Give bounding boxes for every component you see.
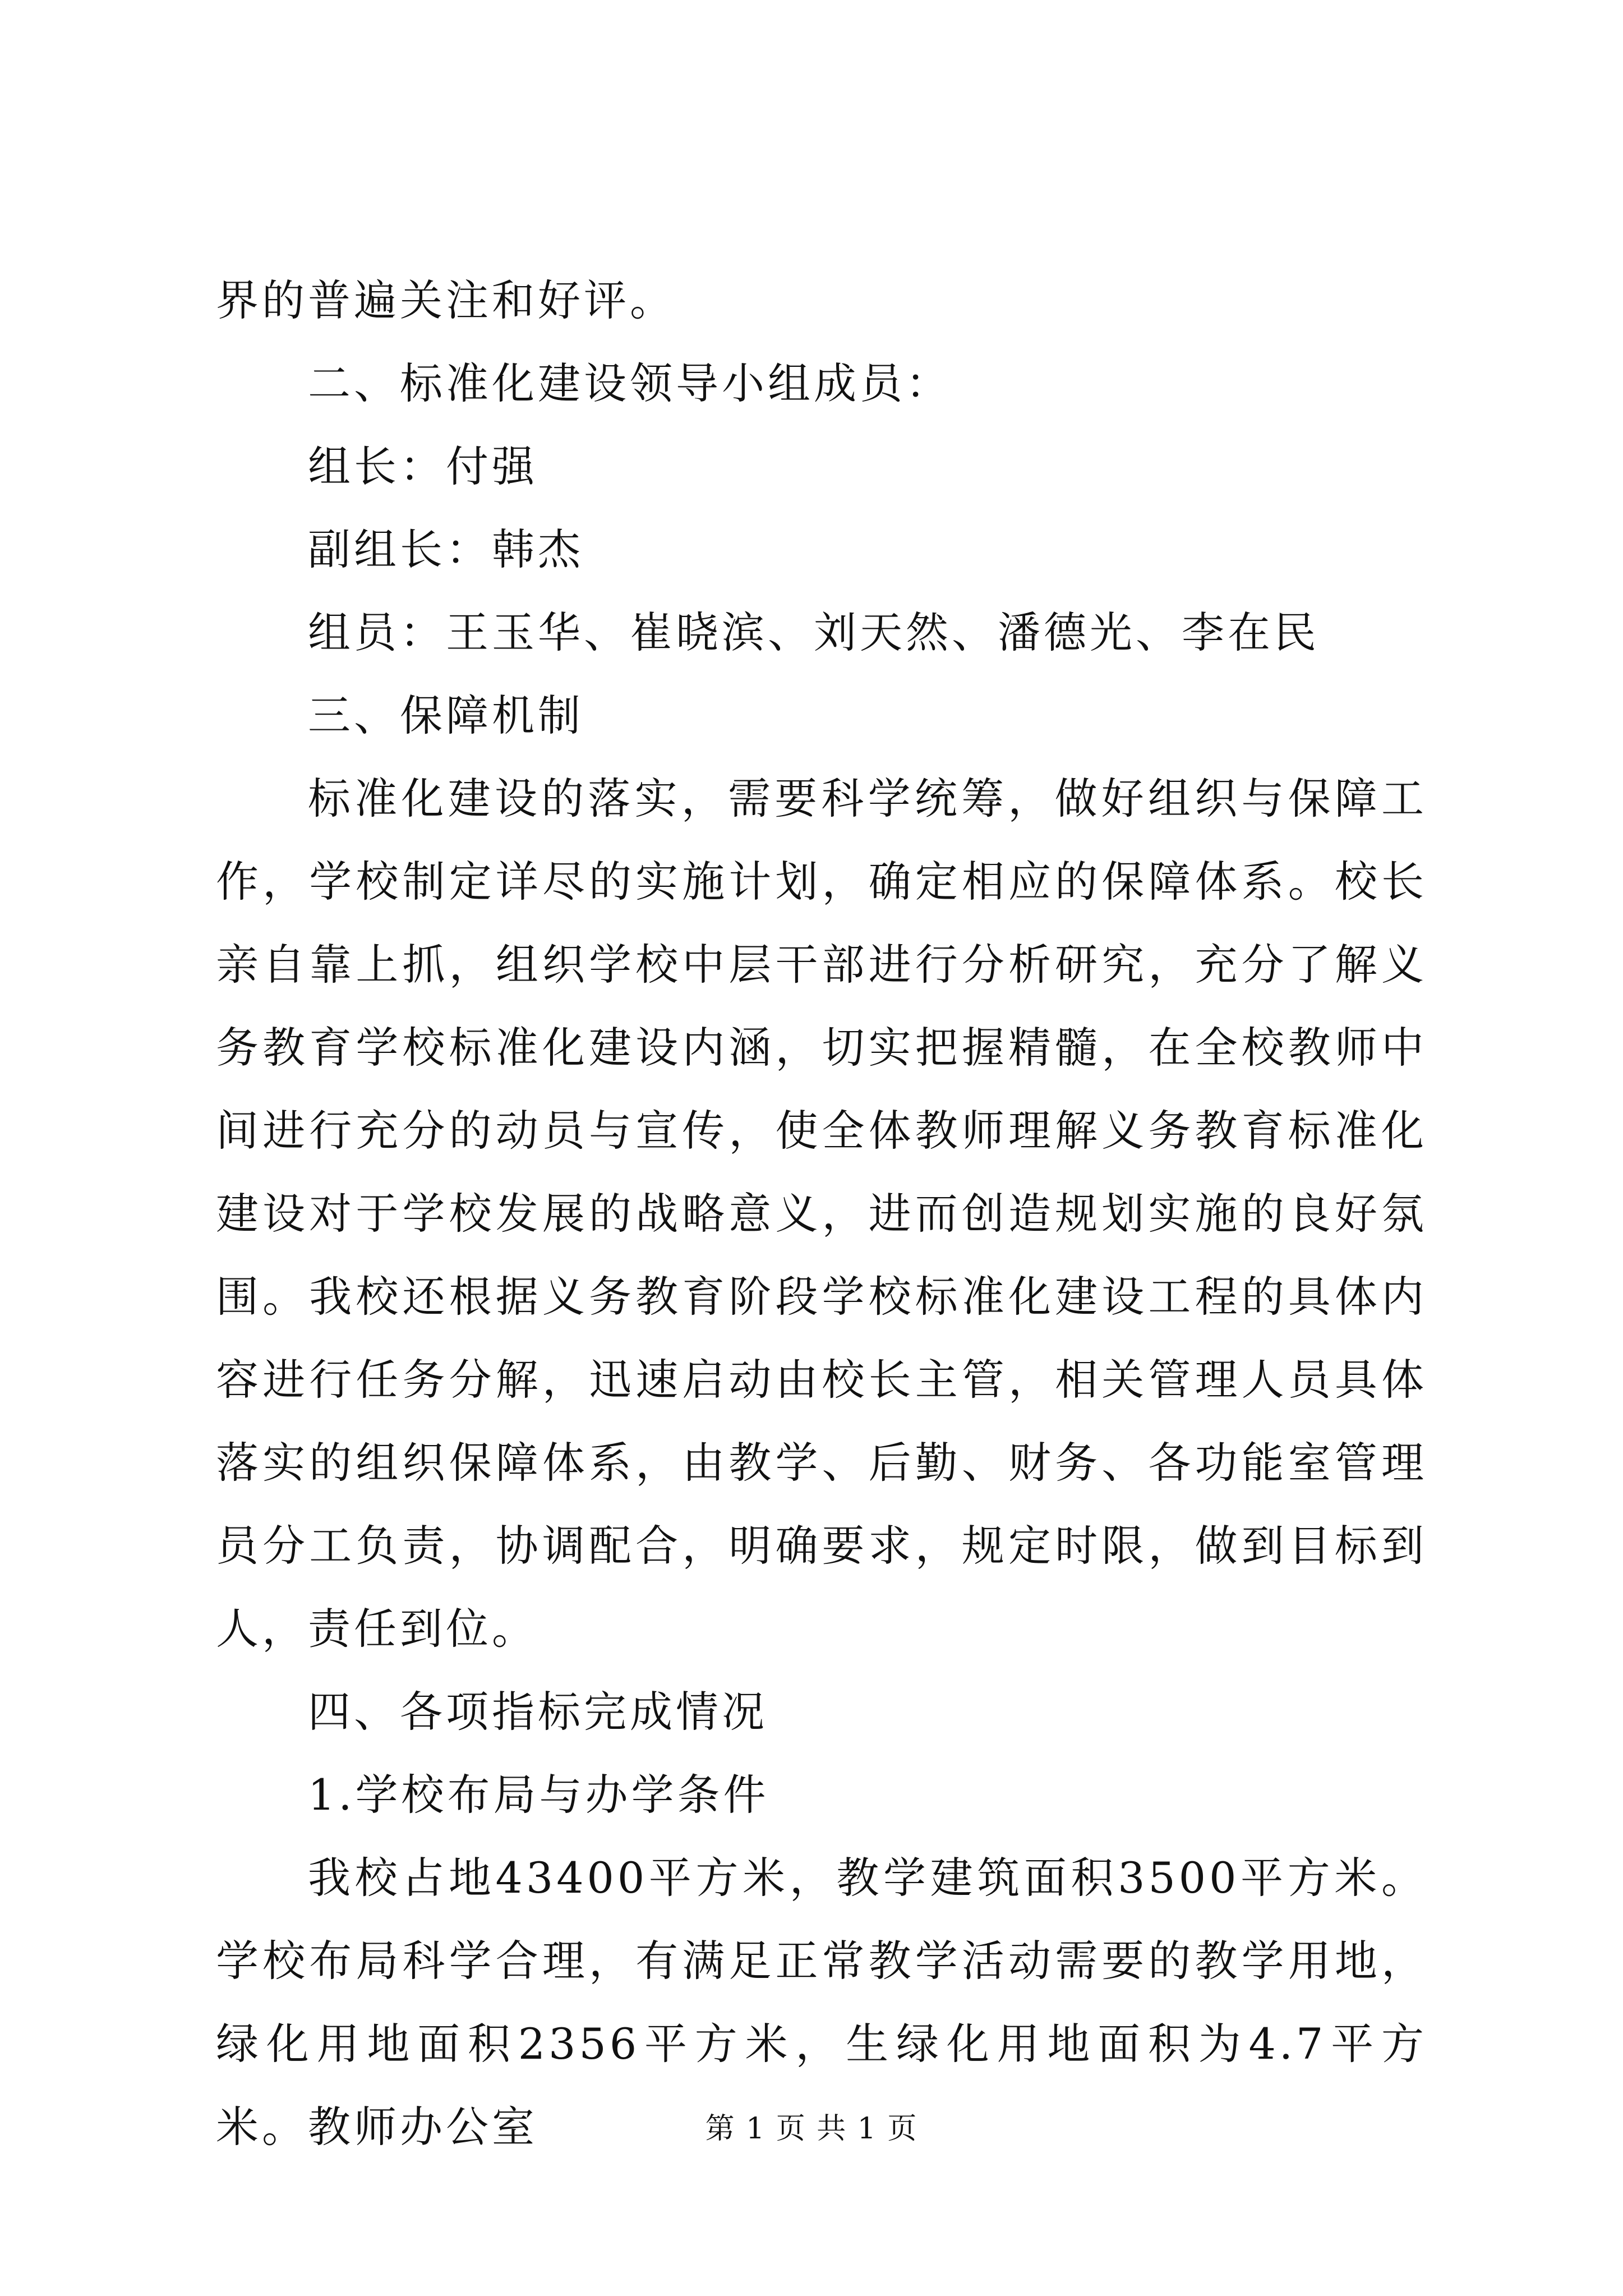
section-heading-indicators: 四、各项指标完成情况 [308, 1687, 768, 1737]
paragraph-continuation: 界的普遍关注和好评。 [216, 275, 676, 325]
subheading-layout-conditions: 1.学校布局与办学条件 [308, 1770, 769, 1820]
group-members-line: 组员：王玉华、崔晓滨、刘天然、潘德光、李在民 [308, 608, 1320, 657]
section-heading-guarantee-mechanism: 三、保障机制 [308, 691, 584, 740]
document-body [216, 259, 1427, 2169]
deputy-leader-line: 副组长：韩杰 [308, 524, 584, 574]
layout-conditions-paragraph: 我校占地43400平方米，教学建筑面积3500平方米。学校布局科学合理，有满足正常教学活动需要的教学用地，绿化用地面积2356平方米，生绿化用地面积为4.7平方米。教师办公室 [216, 1853, 1427, 2152]
page-footer: 第 1 页 共 1 页 [705, 2112, 918, 2146]
group-leader-line: 组长：付强 [308, 441, 538, 491]
guarantee-mechanism-paragraph: 标准化建设的落实，需要科学统筹，做好组织与保障工作，学校制定详尽的实施计划，确定相应的保障体系。校长亲自靠上抓，组织学校中层干部进行分析研究，充分了解义务教育学校标准化建设内涵，切实把握精髓，在全校教师中间进行充分的动员与宣传，使全体教师理解义务教育标准化建设对于学校发展的战略意义，进而创造规划实施的良好氛围。我校还根据义务教育阶段学校标准化建设工程的具体内容进行任务分解，迅速启动由校长主管，相关管理人员具体落实的组织保障体系，由教学、后勤、财务、各功能室管理员分工负责，协调配合，明确要求，规定时限，做到目标到人，责任到位。 [216, 774, 1427, 1654]
section-heading-leadership-group: 二、标准化建设领导小组成员： [308, 358, 952, 408]
